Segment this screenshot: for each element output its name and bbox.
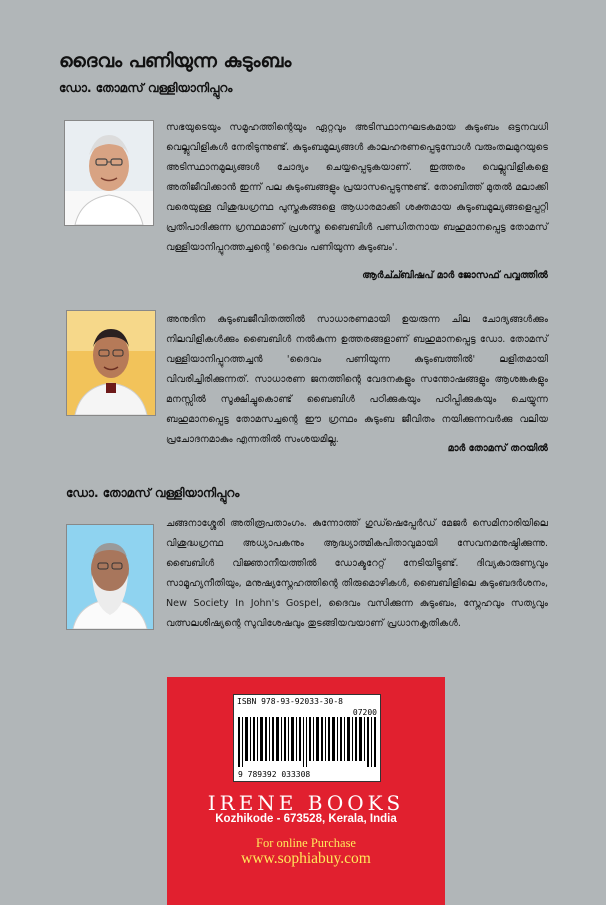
publisher-name: IRENE BOOKS [207, 791, 405, 815]
online-purchase-label: For online Purchase [256, 836, 356, 850]
review-signature: ആർച്ച്ബിഷപ് മാർ ജോസഫ് പവ്വത്തിൽ [362, 270, 548, 281]
page-title: ദൈവം പണിയുന്ന കുടുംബം [59, 50, 292, 72]
publisher-box [167, 677, 445, 905]
review-signature: മാർ തോമസ് തറയിൽ [447, 443, 548, 454]
photo-bishop [66, 310, 156, 416]
review-text: അനുദിന കുടുംബജീവിതത്തിൽ സാധാരണമായി ഉയരുന്ന ചില ചോദ്യങ്ങൾക്കും നിലവിളികൾക്കും ബൈബിൾ നൽകുന്ന ഉത്തരങ്ങളാണ് ബഹുമാനപ്പെട്ട ഡോ. തോമസ് വള്ളിയാനിപ്പുറത്തച്ചൻ 'ദൈവം പണിയുന്ന കുടുംബത്തിൽ' ലളിതമായി വിവരിച്ചിരിക്കുന്നത്. സാധാരണ ജനത്തിന്റെ വേദനകളും സന്തോഷങ്ങളും ആശങ്കകളും മനസ്സിൽ സൂക്ഷിച്ചുകൊണ്ട് ബൈബിൾ പഠിക്കുകയും പഠിപ്പിക്കുകയും ചെയ്യുന്ന ബഹുമാനപ്പെട്ട തോമസച്ചന്റെ ഈ ഗ്രന്ഥം കുടുംബ ജീവിതം നയിക്കുന്നവർക്കു വലിയ പ്രചോദനമാകും എന്നതിൽ സംശയമില്ല. [166, 314, 548, 445]
website-link[interactable]: www.sophiabuy.com [241, 850, 371, 867]
publisher-address: Kozhikode - 673528, Kerala, India [215, 813, 397, 825]
bio-heading: ഡോ. തോമസ് വള്ളിയാനിപ്പുറം [66, 486, 240, 500]
photo-elderly-priest [64, 120, 154, 226]
isbn-digits: 9 789392 033308 [238, 770, 311, 779]
price-code: 07200 [352, 708, 377, 717]
barcode-bars [238, 717, 376, 767]
barcode [233, 694, 381, 782]
review-text: സഭയുടെയും സമൂഹത്തിന്റെയും ഏറ്റവും അടിസ്ഥാനഘടകമായ കുടുംബം ഒട്ടനവധി വെല്ലുവിളികൾ നേരിടുന്നുണ്ട്. കുടുംബമൂല്യങ്ങൾ കാലഹരണപ്പെടുമ്പോൾ വരുംതലമുറയുടെ അടിസ്ഥാനമൂല്യങ്ങൾ ചോദ്യം ചെയ്യപ്പെടുകയാണ്. ഇത്തരം വെല്ലുവിളികളെ അതിജീവിക്കാൻ ഇന്ന് പല കുടുംബങ്ങളും പ്രയാസപ്പെടുന്നുണ്ട്. തോബിത്ത് മുതൽ മലാക്കി വരെയുള്ള വിശുദ്ധഗ്രന്ഥ പുസ്തകങ്ങളെ ആധാരമാക്കി ശക്തമായ കുടുംബമൂല്യങ്ങളെപ്പറ്റി പ്രതിപാദിക്കുന്ന ഗ്രന്ഥമാണ് പ്രശസ്ത ബൈബിൾ പണ്ഡിതനായ ബഹുമാനപ്പെട്ട തോമസ് വള്ളിയാനിപ്പുറത്തച്ചന്റെ 'ദൈവം പണിയുന്ന കുടുംബം'. [166, 122, 548, 253]
isbn-top-label: ISBN 978-93-92033-30-8 [237, 697, 343, 706]
bio-text: ചങ്ങനാശ്ശേരി അതിരൂപതാംഗം. കുന്നോത്ത് ഗുഡ്ഷെപ്പേർഡ് മേജർ സെമിനാരിയിലെ വിശുദ്ധഗ്രന്ഥ അധ്യാപകനും ആദ്ധ്യാത്മികപിതാവുമായി സേവനമനുഷ്ഠിക്കുന്നു. ബൈബിൾ വിജ്ഞാനീയത്തിൽ ഡോക്ടറേറ്റ് നേടിയിട്ടുണ്ട്. ദിവ്യകാരുണ്യവും സാമൂഹ്യനീതിയും, മനുഷ്യസ്നേഹത്തിന്റെ തിരുമൊഴികൾ, ബൈബിളിലെ കുടുംബദർശനം, New Society In John's Gospel, ദൈവം വസിക്കുന്ന കുടുംബം, സ്നേഹവും സത്യവും വത്സലശിഷ്യന്റെ സുവിശേഷവും തുടങ്ങിയവയാണ് പ്രധാനകൃതികൾ. [166, 518, 548, 629]
author-name: ഡോ. തോമസ് വള്ളിയാനിപ്പുറം [59, 81, 233, 95]
photo-author-bearded [66, 524, 154, 630]
